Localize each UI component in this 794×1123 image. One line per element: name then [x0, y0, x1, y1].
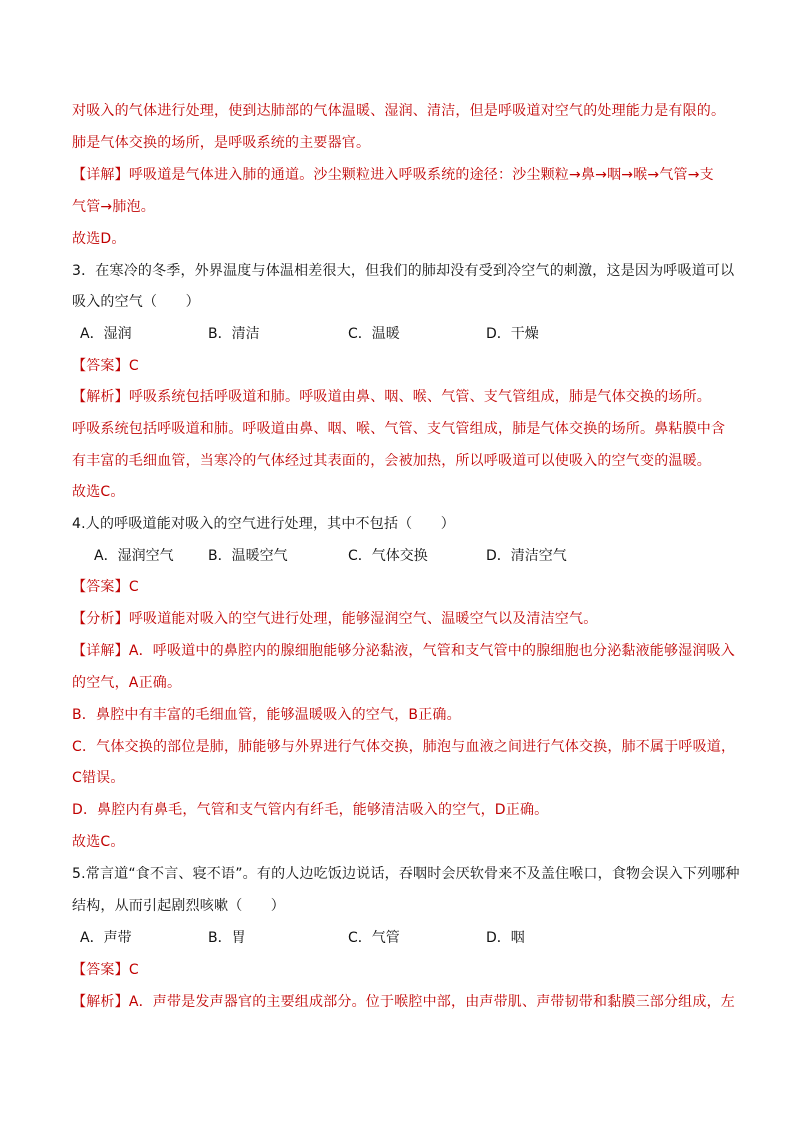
- question-4-analysis: [72, 609, 597, 629]
- question-3-option-d: D．干燥: [486, 326, 539, 342]
- answer-tag: 【答案】: [72, 962, 129, 978]
- explanation-line: 肺是气体交换的场所，是呼吸系统的主要器官。: [72, 135, 371, 151]
- question-4-detail: [72, 641, 735, 661]
- question-4-option-b: B．温暖空气: [208, 548, 288, 564]
- question-4-detail-d: D．鼻腔内有鼻毛，气管和支气管内有纤毛，能够清洁吸入的空气，D正确。: [72, 802, 549, 818]
- explanation-line: 对吸入的气体进行处理，使到达肺部的气体温暖、湿润、清洁，但是呼吸道对空气的处理能力是有限的。: [72, 103, 726, 119]
- question-4-option-d: D．清洁空气: [486, 548, 567, 564]
- question-4-detail-b: B．鼻腔中有丰富的毛细血管，能够温暖吸入的空气，B正确。: [72, 707, 461, 723]
- detail-tag: 【详解】: [72, 167, 129, 183]
- answer-tag: 【答案】: [72, 579, 129, 595]
- question-5-answer: [72, 960, 139, 980]
- question-3-analysis-line: 有丰富的毛细血管，当寒冷的气体经过其表面的，会被加热，所以呼吸道可以使吸入的空气变的温暖。: [72, 453, 711, 469]
- question-5-option-c: C．气管: [348, 930, 400, 946]
- question-4-conclusion: 故选C。: [72, 834, 125, 850]
- answer-tag: 【答案】: [72, 358, 129, 374]
- answer-value: C: [128, 358, 139, 374]
- analysis-tag: 【解析】: [72, 994, 129, 1010]
- answer-value: C: [128, 579, 139, 595]
- question-3-analysis-line: 呼吸系统包括呼吸道和肺。呼吸道由鼻、咽、喉、气管、支气管组成，肺是气体交换的场所。鼻粘膜中含: [72, 421, 726, 437]
- question-4-detail-line: 的空气，A正确。: [72, 675, 182, 691]
- detail-line: [72, 165, 714, 185]
- question-4-option-a: A．湿润空气: [94, 548, 174, 564]
- question-3-stem-cont: 吸入的空气（ ）: [72, 294, 200, 310]
- detail-text: 呼吸道是气体进入肺的通道。沙尘颗粒进入呼吸系统的途径：沙尘颗粒→鼻→咽→喉→气管→支: [128, 167, 714, 183]
- question-3-stem: 3．在寒冷的冬季，外界温度与体温相差很大，但我们的肺却没有受到冷空气的刺激，这是因为呼吸道可以: [72, 263, 735, 279]
- analysis-text: 呼吸系统包括呼吸道和肺。呼吸道由鼻、咽、喉、气管、支气管组成，肺是气体交换的场所。: [128, 389, 712, 405]
- question-5-option-d: D．咽: [486, 930, 525, 946]
- detail-line: 气管→肺泡。: [72, 199, 155, 215]
- analysis-text: 呼吸道能对吸入的空气进行处理，能够湿润空气、温暖空气以及清洁空气。: [128, 611, 598, 627]
- conclusion-line: 故选D。: [72, 231, 126, 247]
- question-4-stem: 4.人的呼吸道能对吸入的空气进行处理，其中不包括（ ）: [72, 516, 455, 532]
- detail-tag: 【详解】: [72, 643, 129, 659]
- analysis-tag: 【解析】: [72, 389, 129, 405]
- question-3-option-b: B．清洁: [208, 326, 260, 342]
- question-5-option-a: A．声带: [80, 930, 132, 946]
- question-5-analysis: [72, 992, 735, 1012]
- question-3-option-a: A．湿润: [80, 326, 132, 342]
- detail-text: A．呼吸道中的鼻腔内的腺细胞能够分泌黏液，气管和支气管中的腺细胞也分泌黏液能够湿润吸入: [128, 643, 735, 659]
- question-4-option-c: C．气体交换: [348, 548, 428, 564]
- question-5-stem-cont: 结构，从而引起剧烈咳嗽（ ）: [72, 898, 285, 914]
- analysis-tag: 【分析】: [72, 611, 129, 627]
- question-3-answer: [72, 356, 139, 376]
- analysis-text: A．声带是发声器官的主要组成部分。位于喉腔中部，由声带肌、声带韧带和黏膜三部分组成，左: [128, 994, 735, 1010]
- question-3-analysis: [72, 387, 711, 407]
- question-4-answer: [72, 577, 139, 597]
- question-3-conclusion: 故选C。: [72, 484, 125, 500]
- question-3-option-c: C．温暖: [348, 326, 400, 342]
- question-5-option-b: B．胃: [208, 930, 246, 946]
- question-4-detail-c: C．气体交换的部位是肺，肺能够与外界进行气体交换，肺泡与血液之间进行气体交换，肺不属于呼吸道，: [72, 739, 736, 755]
- question-5-stem: 5.常言道“食不言、寝不语”。有的人边吃饭边说话，吞咽时会厌软骨来不及盖住喉口，食物会误入下列哪种: [72, 866, 740, 882]
- answer-value: C: [128, 962, 139, 978]
- question-4-detail-c-cont: C错误。: [72, 770, 125, 786]
